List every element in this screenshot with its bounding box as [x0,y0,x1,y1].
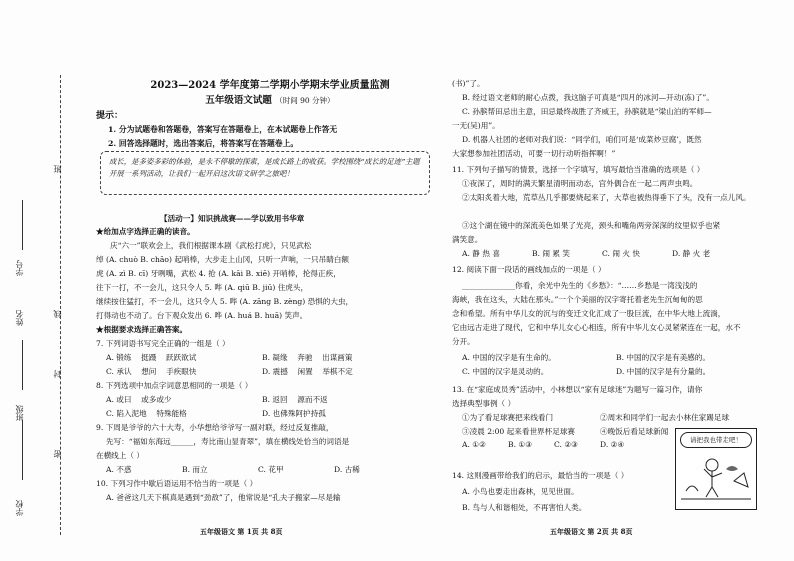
passage-line: 绰 (A. chuò B. chāo) 起哨棒，大步走上山冈，只听一声响，一只吊睛白额 [96,255,349,264]
q8-option[interactable]: A. 或曰 或多或少 [106,395,172,404]
passage-line: 庆“六一”联欢会上，我们根据课本剧《武松打虎》，只见武松 [110,241,312,250]
task-heading: ★给加点字选择正确的读音。 [96,227,195,236]
q12-text: 分开。 [452,337,475,346]
intro-box: 成长，是多姿多彩的体验，是永不停歇的探索，是成长路上的收获。学校围绕“成长的足迹”主题开展一系列活动，让我们一起开启这次语文研学之旅吧！ [100,151,430,195]
q10-option-c[interactable]: C. 孙膑帮田忌出主意，田忌最终战胜了齐威王，孙膑就是“梁山泊的军师— [462,107,712,116]
q13-item: ②周末和同学们一起去小林住家踢足球 [600,413,730,422]
q12-option-c[interactable]: C. 中国的汉字是灵动的。 [462,367,549,376]
comic-illustration [675,428,757,510]
exam-duration: （时间 90 分钟） [275,96,335,105]
q8-option[interactable]: D. 也佛殊阿护持孤 [262,409,326,418]
activity-title: 【活动一】知识挑战赛——学以致用书华章 [160,214,305,223]
q8-option[interactable]: C. 陷入泥地 特殊能格 [106,409,187,418]
question-13-cont: 选择典型事例（ ） [452,399,516,408]
hint-item: 2. 回答选择题时，选出答案后，将答案写在答题卷上。 [108,139,299,148]
q11-option-a[interactable]: A. 静 热 喜 [462,249,500,258]
q13-item: ④晚饭后看足球新闻 [600,427,669,436]
comic-drawing [676,429,756,509]
question-7: 7. 下列词语书写完全正确的一组是（ ） [96,339,230,348]
grade-subject: 五年级语文试题 [205,95,272,106]
name-field[interactable] [22,340,23,390]
question-9-cont: 先写：“福如东海远______，寿比南山显青翠”，填在横线处恰当的词语是 [106,437,350,446]
q11-option-b[interactable]: B. 闹 累 笑 [532,249,571,258]
binding-label-xian: 线 [53,310,62,318]
passage-line: 虎 (A. zì B. cī) 牙咧嘴，武松 4. 抢 (A. kāi B. xiē) 开哨棒，抡得正疾， [96,269,341,278]
q9-option-c[interactable]: C. 花甲 [258,465,284,474]
q7-option[interactable]: A. 锻练 挺蹑 跃跃欲试 [106,353,197,362]
q9-option-d[interactable]: D. 古稀 [334,465,360,474]
q14-option-a[interactable]: A. 小鸟也要走出森林，见见世面。 [462,487,579,496]
q7-option[interactable]: D. 震撼 闲置 举棋不定 [262,367,353,376]
q12-text: 海峡，我在这头，大陆在那头。”一个个美丽的汉字寄托着老先生沉甸甸的思 [452,295,703,304]
binding-label-name: 姓名 [15,310,24,326]
comic-speech-bubble: 请把我也带走吧！ [680,432,752,448]
q13-option-b[interactable]: B. ①③ [508,440,533,449]
q11-item: ①夜深了，周时的满天繁星清明而动态，宫外偶合在一起二两声虫鸣。 [462,179,698,188]
passage-line: 往下一打，不一会儿，这只令人 5. 哔 (A. qiū B. jiū) 住虎头， [96,283,309,292]
hints-heading: 提示： [96,111,124,121]
q12-option-b[interactable]: B. 中国的汉字是有美感的。 [616,353,710,362]
q12-option-d[interactable]: D. 中国的汉字是有分量的。 [616,367,711,376]
q11-option-d[interactable]: D. 静 火 老 [672,249,711,258]
question-14: 14. 这则漫画带给我们的启示，最恰当的一项是（ ） [452,471,629,480]
q13-option-d[interactable]: D. ②④ [600,440,625,449]
question-10: 10. 下列习作中歇后语运用不恰当的一项是（ ） [96,479,258,488]
q9-option-b[interactable]: B. 而立 [182,465,208,474]
student-id-field[interactable] [22,200,23,250]
hint-item: 1. 分为试题卷和答题卷，答案写在答题卷上，在本试题卷上作答无 [108,125,338,134]
q11-item: ③这个湖在镜中的深流美色如果了光亮，颈头和嘴角两旁深深的纹里似乎也紧 [462,221,721,230]
q10-option-a[interactable]: A. 爸爸这几天下棋真是遇到“劲敌”了，他常说是“孔夫子搬家—尽是输 [106,493,341,502]
q11-option-c[interactable]: C. 闹 火 快 [602,249,640,258]
binding-label-student-id: 学号 [15,260,24,276]
exam-subtitle [140,92,400,106]
q10-cont: (书)”了。 [452,79,485,88]
binding-dashed-line [60,75,61,535]
footer-page-1: 五年级语文 第 1页 共 8页 [200,527,283,536]
q9-option-a[interactable]: A. 不惑 [106,465,132,474]
q11-item-cont: 满笑意。 [452,235,483,244]
q8-option[interactable]: B. 返回 源而不返 [262,395,328,404]
q13-item: ①为了看足球赛把来线看门 [462,413,554,422]
q10-option-c-cont: 一无(吴)用”。 [452,121,500,130]
q10-option-d[interactable]: D. 机器人社团的老师对我们说：“同学们，咱们可是‘成菜炒豆腐’，既然 [462,135,702,144]
binding-strip [0,70,70,550]
q13-option-c[interactable]: C. ②③ [554,440,578,449]
passage-line: 打得动也不动了。台下观众发出 6. 哗 (A. huá B. huā) 笑声。 [96,311,308,320]
binding-label-ban: 班 [53,165,62,173]
q10-option-b[interactable]: B. 经过语文老师的耐心点拨，我这脑子可真是“四月的冰河—开动(冻)了”。 [462,93,714,102]
q11-item: ②太阳炙着大地，荒草丛几乎都要烧起来了，大草也被热得垂下了头，没有一点儿风。 [462,193,751,202]
question-9-cont: 在横线上（ ） [96,451,144,460]
q14-option-b[interactable]: B. 鸟与人和谐相处，不再害怕人类。 [462,503,587,512]
q13-item: ③凌晨 2:00 起来看世界杯足球赛 [462,427,576,436]
q7-option[interactable]: C. 承认 想问 手疾眼快 [106,367,197,376]
exam-title: 2023—2024 学年度第二学期小学期末学业质量监测 [150,80,390,91]
q7-option[interactable]: B. 凝缘 奔驰 出谋画策 [262,353,353,362]
q12-option-a[interactable]: A. 中国的汉字是有生命的。 [462,353,556,362]
question-13: 13. 在“家庭成员秀”活动中，小林想以“家有足球迷”为题写一篇习作，请你 [452,385,703,394]
binding-label-school: 学校 [15,500,24,516]
q13-option-a[interactable]: A. ①② [462,440,486,449]
task-heading: ★根据要求选择正确答案。 [96,325,188,334]
question-12: 12. 阅读下面一段话的画线加点的一项是（ ） [452,265,606,274]
q12-text: 它由远古走进了现代，它和中华儿女心心相连，所有中华儿女心灵紧紧连在一起，水不 [452,323,741,332]
q12-text: ______________你看，余光中先生的《乡愁》：“……乡愁是一湾浅浅的 [462,281,698,290]
binding-label-feng: 封 [53,370,62,378]
class-field[interactable] [22,420,23,480]
question-9: 9. 下周是爷爷的六十大寿，小华想给爷爷写一副对联，经过反复推敲， [96,423,334,432]
footer-page-2: 五年级语文 第 2页 共 8页 [550,527,633,536]
question-11: 11. 下列句子描写的情景，选择一个字填写，填写最恰当准确的选项是（ ） [452,165,705,174]
q12-text: 念和希望。所有中华儿女的沉与的变迁文化汇成了一股巨流，在中华大地上流淌， [452,309,726,318]
q10-option-d-cont: 大家想参加社团活动，可要一切行动听指挥啊！” [452,149,616,158]
passage-line: 继续按住猛打，不一会儿，这只令人 5. 哔 (A. zāng B. zèng) 恐惧的大虫， [96,297,354,306]
question-8: 8. 下列选项中加点字词意思相同的一项是（ ） [96,381,253,390]
binding-label-mi: 密 [53,450,62,458]
binding-label-class: 班级 [15,405,24,421]
